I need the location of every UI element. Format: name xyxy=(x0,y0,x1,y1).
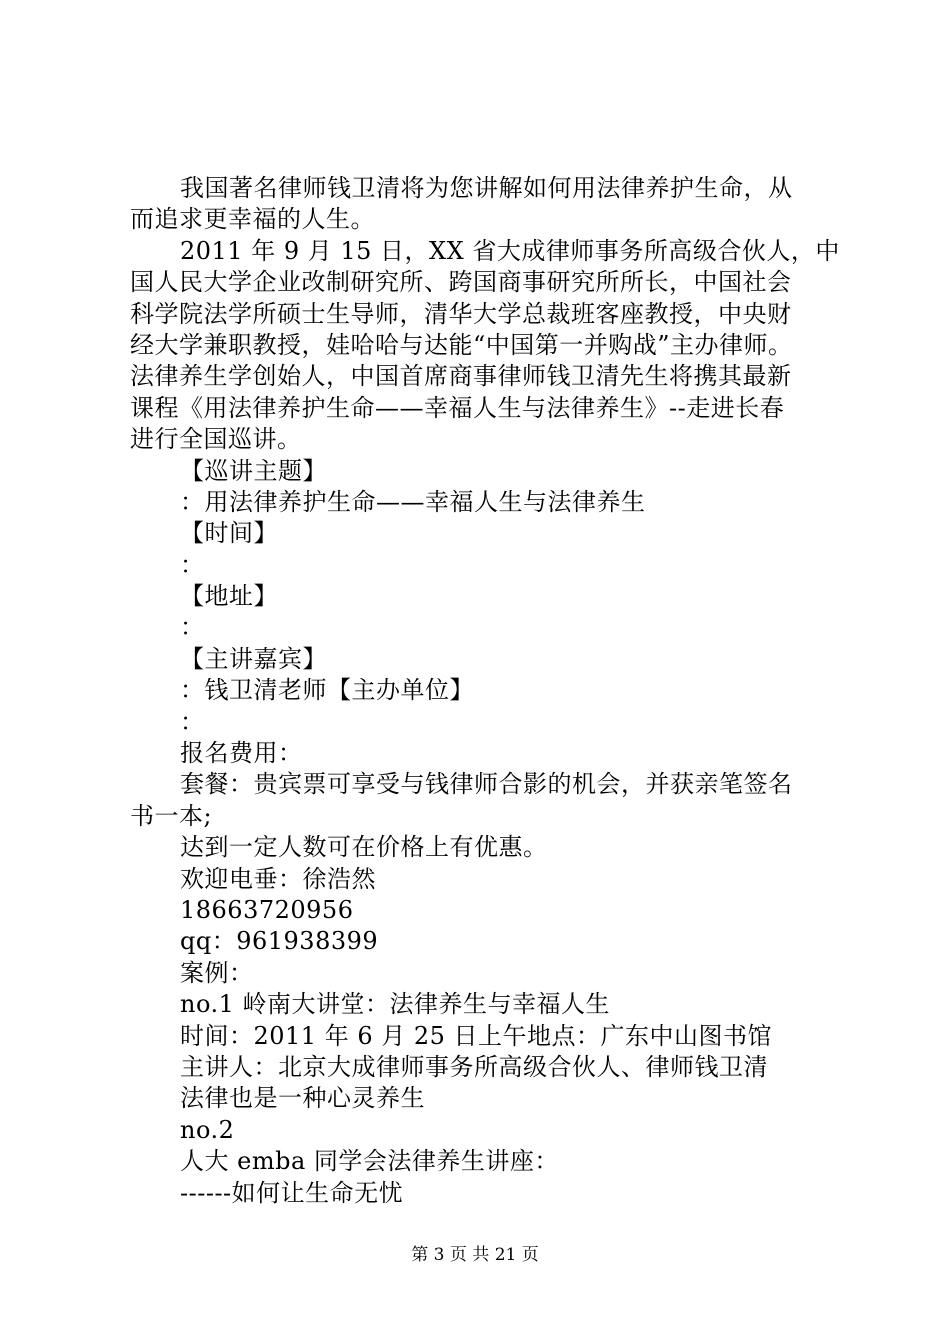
text-line: no.2 xyxy=(180,1115,235,1144)
text-line: 我国著名律师钱卫清将为您讲解如何用法律养护生命，从 xyxy=(180,174,793,202)
text-line: ： xyxy=(180,613,205,642)
document-body xyxy=(130,173,840,1209)
text-line: 达到一定人数可在价格上有优惠。 xyxy=(180,833,548,862)
text-line: 18663720956 xyxy=(180,895,354,924)
text-line: 报名费用： xyxy=(180,739,303,768)
text-line: 【时间】 xyxy=(180,519,278,548)
text-line: 书一本; xyxy=(130,801,213,830)
text-line: 法律养生学创始人，中国首席商事律师钱卫清先生将携其最新 xyxy=(130,362,792,391)
text-line: ： xyxy=(180,550,205,579)
text-line: 【巡讲主题】 xyxy=(180,456,327,485)
text-line: 法律也是一种心灵养生 xyxy=(180,1084,425,1113)
page-footer: 第 3 页 共 21 页 xyxy=(411,1245,539,1265)
text-line: 国人民大学企业改制研究所、跨国商事研究所所长，中国社会 xyxy=(130,268,792,297)
text-line: 进行全国巡讲。 xyxy=(130,425,302,454)
text-line: 科学院法学所硕士生导师，清华大学总裁班客座教授，中央财 xyxy=(130,299,792,328)
text-line: 欢迎电垂：徐浩然 xyxy=(180,864,376,893)
text-line: 套餐：贵宾票可享受与钱律师合影的机会，并获亲笔签名 xyxy=(180,770,793,799)
text-line: 【主讲嘉宾】 xyxy=(180,644,327,673)
text-line: 时间：2011 年 6 月 25 日上午地点：广东中山图书馆 xyxy=(180,1021,773,1050)
text-line: ------如何让生命无忧 xyxy=(180,1178,404,1207)
text-line: ： xyxy=(180,707,205,736)
text-line: 【地址】 xyxy=(180,582,278,611)
text-line: 2011 年 9 月 15 日，XX 省大成律师事务所高级合伙人，中 xyxy=(180,236,840,265)
text-line: ：用法律养护生命——幸福人生与法律养生 xyxy=(180,487,646,516)
text-line: qq：961938399 xyxy=(180,927,379,956)
text-line: no.1 岭南大讲堂：法律养生与幸福人生 xyxy=(180,990,611,1019)
text-line: ：钱卫清老师【主办单位】 xyxy=(180,676,474,705)
text-line: 案例： xyxy=(180,958,254,987)
text-line: 而追求更幸福的人生。 xyxy=(130,205,375,234)
text-line: 主讲人：北京大成律师事务所高级合伙人、律师钱卫清 xyxy=(180,1052,768,1081)
text-line: 经大学兼职教授，娃哈哈与达能“中国第一并购战”主办律师。 xyxy=(130,330,793,359)
text-line: 课程《用法律养护生命——幸福人生与法律养生》--走进长春 xyxy=(130,393,785,422)
text-line: 人大 emba 同学会法律养生讲座： xyxy=(180,1147,559,1176)
